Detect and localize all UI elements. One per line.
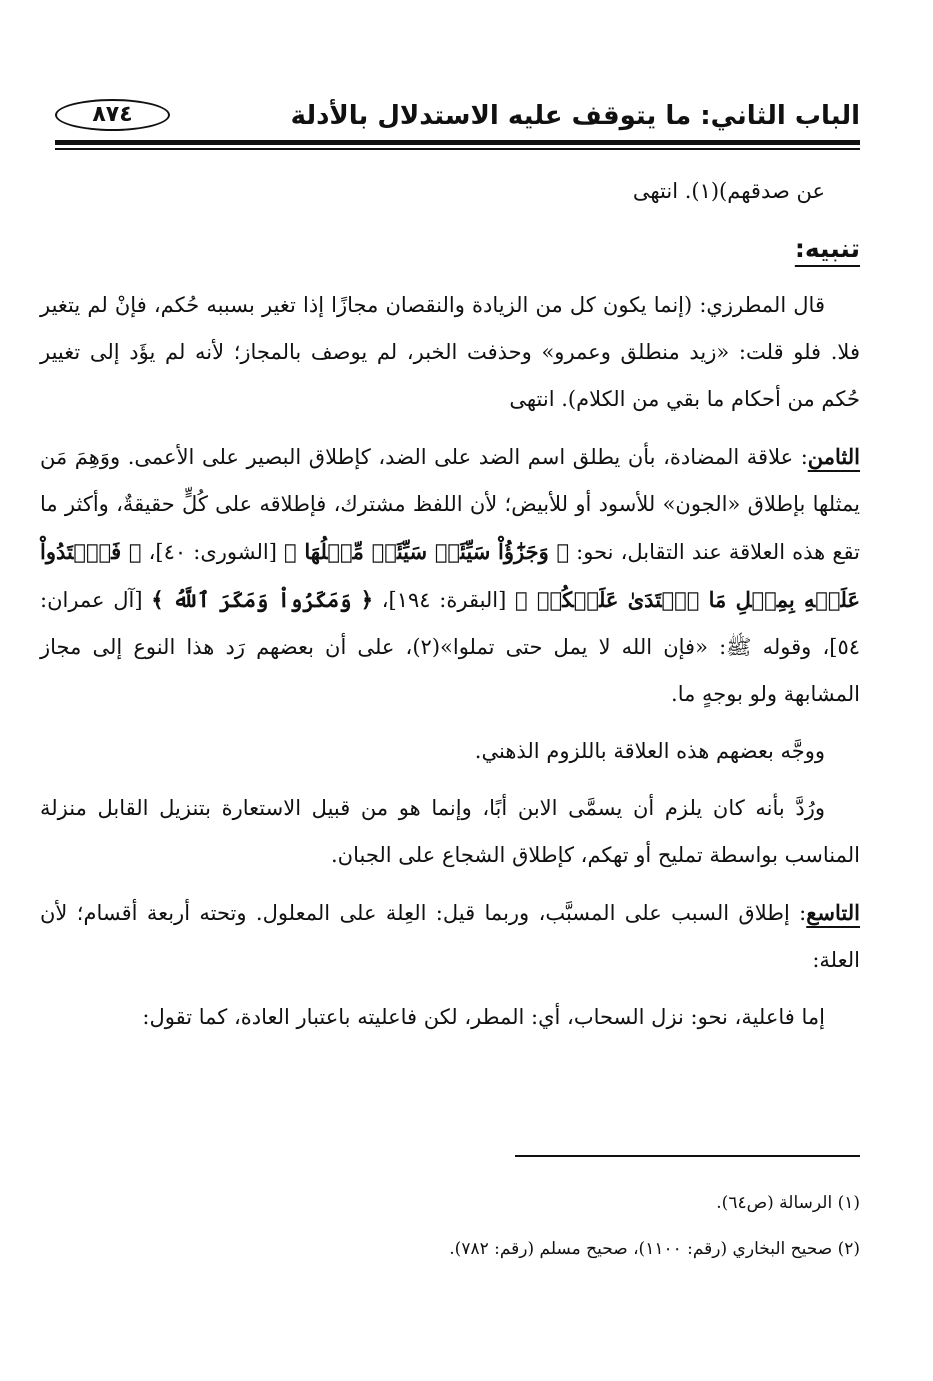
paragraph-6 [40,889,860,984]
paragraph-3-part-b: [الشورى: ٤٠]، [141,540,285,564]
paragraph-1: عن صدقهم)(١). انتهى [632,179,825,203]
paragraph-4: ووجَّه بعضهم هذه العلاقة باللزوم الذهني. [474,739,825,763]
page-number: ٨٧٤ [55,99,170,131]
footnote-1: (١) الرسالة (ص٦٤). [716,1193,860,1213]
running-title: الباب الثاني: ما يتوقف عليه الاستدلال بالأدلة [290,101,860,131]
page-header [55,96,860,136]
paragraph-5: ورُدَّ بأنه كان يلزم أن يسمَّى الابن أبًا، وإنما هو من قبيل الاستعارة بتنزيل القابل منزلة المناسب بواسطة تمليح أو تهكم، كإطلاق الشجاع على الجبان. [40,796,860,867]
paragraph-3-part-a: : علاقة المضادة، بأن يطلق اسم الضد على الضد، كإطلاق البصير على الأعمى. ووَهِمَ مَن يمثلها بإطلاق «الجون» للأسود أو للأبيض؛ لأن اللفظ مشترك، فإطلاقه على كُلٍّ حقيقةٌ، وأكثر ما تقع هذه العلاقة عند التقابل، نحو: [40,445,860,564]
quran-verse-3: ﴿ وَمَكَرُواْ وَمَكَرَ ٱللَّهُ ﴾ [151,587,374,612]
term-ninth: التاسع [806,900,860,925]
paragraph-3-part-c: [البقرة: ١٩٤]، [373,588,516,612]
paragraph-7: إما فاعلية، نحو: نزل السحاب، أي: المطر، لكن فاعليته باعتبار العادة، كما تقول: [142,1005,825,1029]
footnote-separator [515,1155,860,1157]
quran-verse-2: ﴿ فَٱعۡتَدُواْ عَلَيۡهِ بِمِثۡلِ مَا ٱعۡتَدَىٰ عَلَيۡكُمۡ ﴾ [40,539,860,612]
paragraph-3-part-d: [آل عمران: ٥٤]، وقوله ﷺ: «فإن الله لا يمل حتى تملوا»(٢)، على أن بعضهم رَد هذا النوع إلى مجاز المشابهة ولو بوجهٍ ما. [40,588,860,706]
quran-verse-1: ﴿ وَجَزَٰٓؤُاْ سَيِّئَةٖ سَيِّئَةٞ مِّثۡلُهَا ﴾ [284,539,570,564]
paragraph-2: قال المطرزي: (إنما يكون كل من الزيادة والنقصان مجازًا إذا تغير بسببه حُكم، فإنْ لم يتغير فلا. فلو قلت: «زيد منطلق وعمرو» وحذفت الخبر، لم يوصف بالمجاز؛ لأنه لم يؤَد إلى تغيير حُكم من أحكام ما بقي من الكلام). انتهى [40,293,860,411]
main-text [40,168,860,1051]
header-rule-thick [55,140,860,145]
term-eighth: الثامن [807,444,860,469]
footnotes [40,1180,860,1272]
section-heading: تنبيه: [794,234,860,263]
footnote-2: (٢) صحيح البخاري (رقم: ١١٠٠)، صحيح مسلم (رقم: ٧٨٢). [449,1239,860,1259]
header-rule-thin [55,148,860,150]
paragraph-3 [40,433,860,718]
paragraph-6-part-a: : إطلاق السبب على المسبَّب، وربما قيل: العِلة على المعلول. وتحته أربعة أقسام؛ لأن العلة: [40,901,860,972]
